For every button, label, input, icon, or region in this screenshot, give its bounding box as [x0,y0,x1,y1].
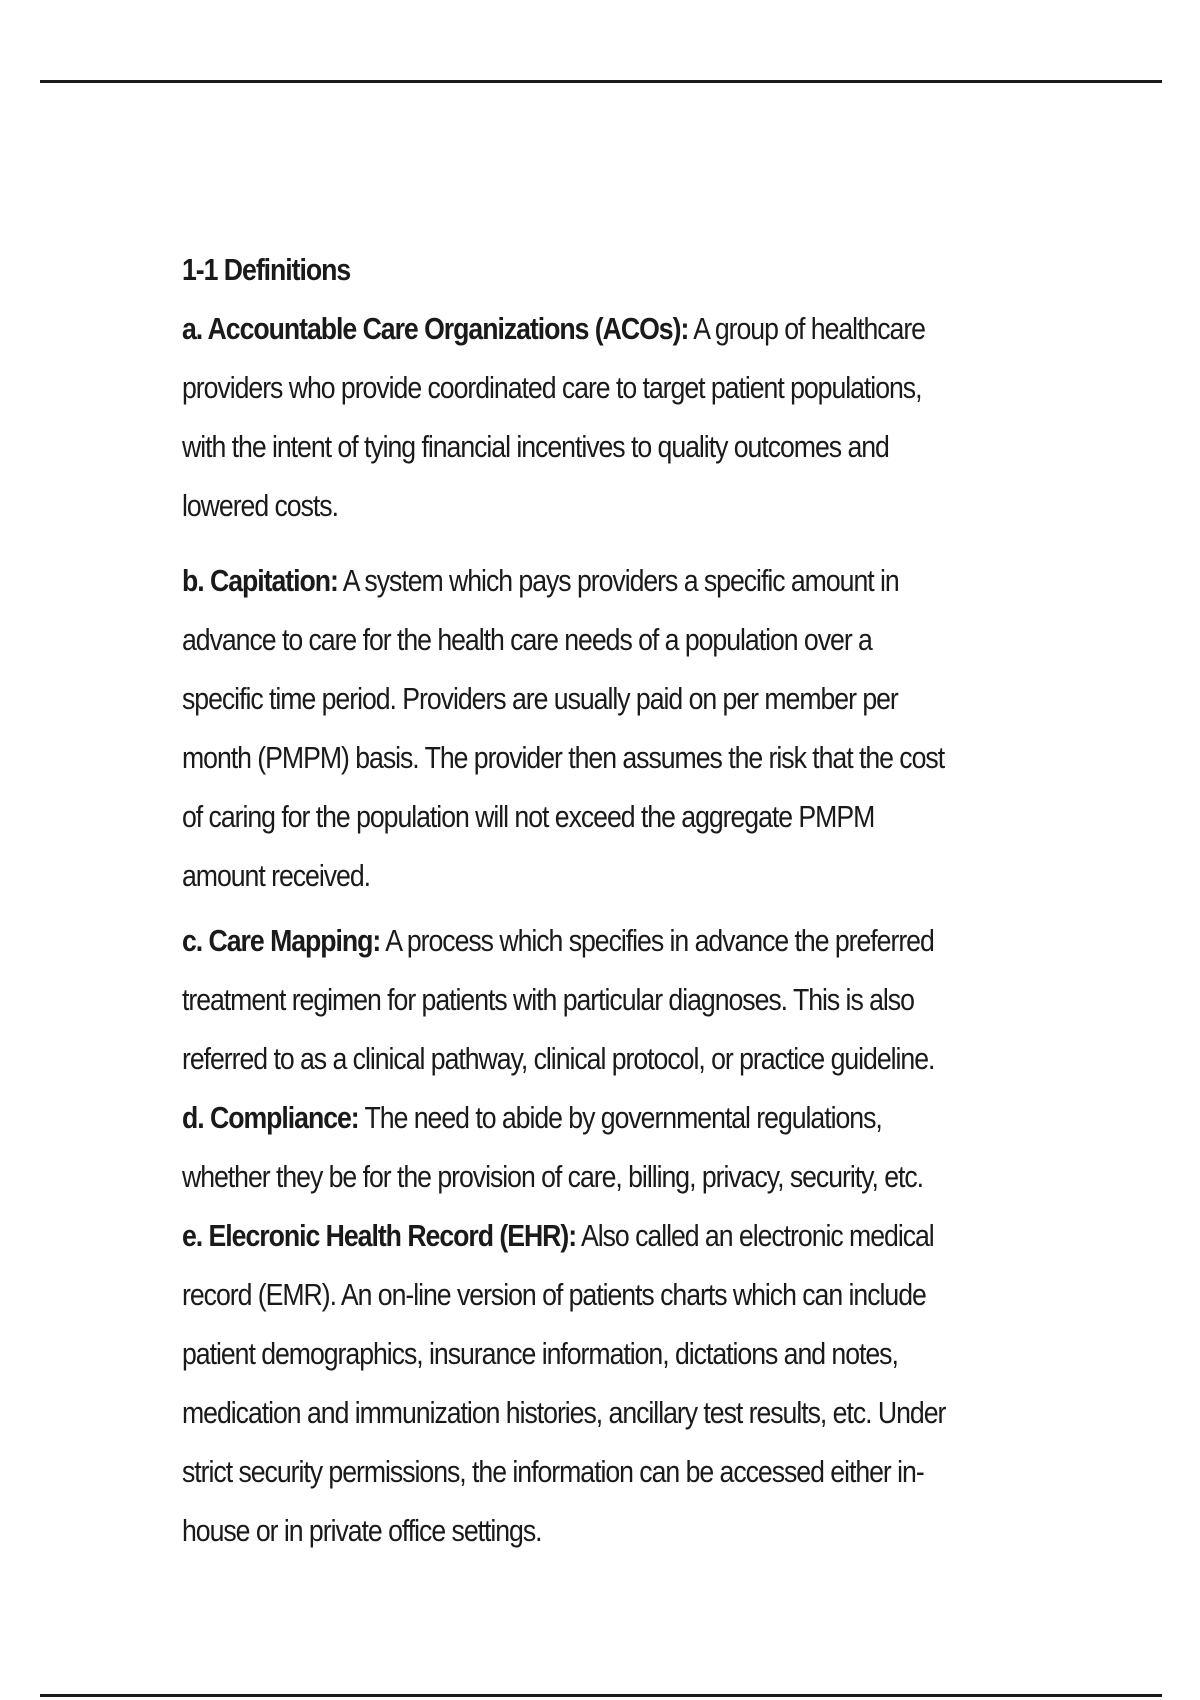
definition-term: a. Accountable Care Organizations (ACOs): [182,311,689,346]
definition-term: d. Compliance: [182,1100,359,1135]
definition-aco [182,299,956,535]
definition-text: A group of healthcare providers who provide coordinated care to target patient populations, with the intent of tying financial incentives to quality outcomes and lowered costs. [182,311,925,523]
definition-term: c. Care Mapping: [182,923,381,958]
definition-term: e. Elecronic Health Record (EHR): [182,1218,577,1253]
bottom-divider [40,1694,1162,1697]
top-divider [40,80,1162,83]
definition-text: A system which pays providers a specific amount in advance to care for the health care needs of a population over a specific time period. Providers are usually paid on per member per month (PMPM) basis. The provider then assumes the risk that the cost of caring for the population will not exceed the aggregate PMPM amount received. [182,563,945,893]
definition-text: The need to abide by governmental regulations, whether they be for the provision of care, billing, privacy, security, etc. [182,1100,924,1194]
definition-text: Also called an electronic medical record (EMR). An on-line version of patients charts which can include patient demographics, insurance information, dictations and notes, medication and immunization histories, ancillary test results, etc. Under strict security permissions, the information can be accessed either in-house or in private office settings. [182,1218,946,1548]
definition-compliance [182,1088,956,1206]
definitions-section [182,240,956,1560]
definition-term: b. Capitation: [182,563,338,598]
section-heading: 1-1 Definitions [182,252,351,287]
definition-ehr [182,1206,956,1560]
definition-text: A process which specifies in advance the preferred treatment regimen for patients with particular diagnoses. This is also referred to as a clinical pathway, clinical protocol, or practice guideline. [182,923,935,1076]
definition-care-mapping [182,911,956,1088]
definition-capitation [182,551,956,905]
